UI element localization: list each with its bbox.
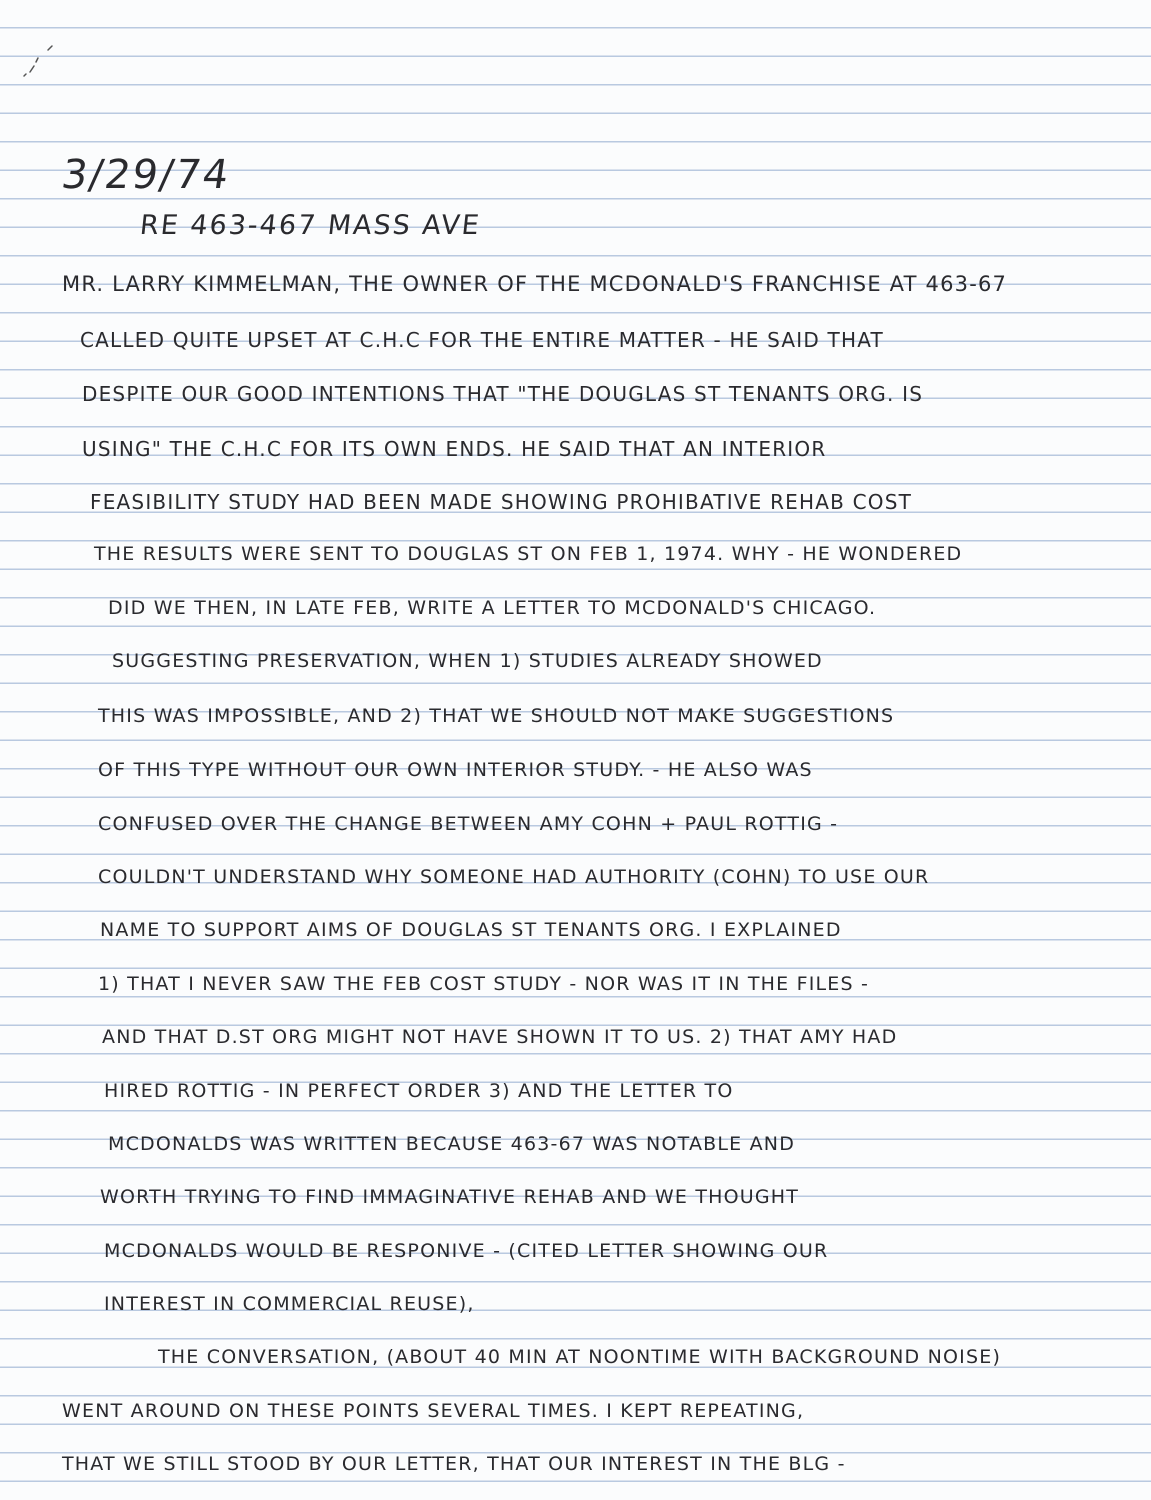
- text-line-10: OF THIS TYPE WITHOUT OUR OWN INTERIOR STUDY. - HE ALSO WAS: [98, 759, 813, 781]
- text-line-18: WORTH TRYING TO FIND IMMAGINATIVE REHAB AND WE THOUGHT: [100, 1186, 800, 1208]
- text-line-11: CONFUSED OVER THE CHANGE BETWEEN AMY COHN + PAUL ROTTIG -: [98, 813, 839, 835]
- subject-line: RE 463-467 MASS AVE: [138, 210, 483, 241]
- text-line-16: HIRED ROTTIG - IN PERFECT ORDER 3) AND THE LETTER TO: [104, 1080, 734, 1102]
- text-line-21: THE CONVERSATION, (ABOUT 40 MIN AT NOONTIME WITH BACKGROUND NOISE): [158, 1346, 1002, 1368]
- text-line-20: INTEREST IN COMMERCIAL REUSE),: [104, 1293, 475, 1315]
- text-line-19: MCDONALDS WOULD BE RESPONIVE - (CITED LETTER SHOWING OUR: [104, 1240, 829, 1262]
- text-line-13: NAME TO SUPPORT AIMS OF DOUGLAS ST TENANTS ORG. I EXPLAINED: [100, 919, 842, 941]
- document-date: 3/29/74: [58, 152, 234, 198]
- text-line-7: DID WE THEN, IN LATE FEB, WRITE A LETTER TO MCDONALD'S CHICAGO.: [108, 597, 877, 619]
- text-line-9: THIS WAS IMPOSSIBLE, AND 2) THAT WE SHOULD NOT MAKE SUGGESTIONS: [98, 705, 895, 727]
- text-line-1: MR. LARRY KIMMELMAN, THE OWNER OF THE MCDONALD'S FRANCHISE AT 463-67: [62, 272, 1008, 296]
- text-line-22: WENT AROUND ON THESE POINTS SEVERAL TIMES. I KEPT REPEATING,: [62, 1400, 805, 1422]
- text-line-6: THE RESULTS WERE SENT TO DOUGLAS ST ON FEB 1, 1974. WHY - HE WONDERED: [94, 543, 963, 565]
- text-line-17: MCDONALDS WAS WRITTEN BECAUSE 463-67 WAS NOTABLE AND: [108, 1133, 796, 1155]
- text-line-14: 1) THAT I NEVER SAW THE FEB COST STUDY - NOR WAS IT IN THE FILES -: [98, 973, 870, 995]
- text-line-23: THAT WE STILL STOOD BY OUR LETTER, THAT OUR INTEREST IN THE BLG -: [62, 1453, 846, 1475]
- pencil-mark: [22, 40, 62, 80]
- text-line-4: USING" THE C.H.C FOR ITS OWN ENDS. HE SAID THAT AN INTERIOR: [82, 437, 827, 461]
- text-line-2: CALLED QUITE UPSET AT C.H.C FOR THE ENTIRE MATTER - HE SAID THAT: [80, 328, 884, 352]
- text-line-5: FEASIBILITY STUDY HAD BEEN MADE SHOWING PROHIBATIVE REHAB COST: [90, 490, 913, 514]
- text-line-15: AND THAT D.ST ORG MIGHT NOT HAVE SHOWN IT TO US. 2) THAT AMY HAD: [102, 1026, 898, 1048]
- text-line-3: DESPITE OUR GOOD INTENTIONS THAT "THE DOUGLAS ST TENANTS ORG. IS: [82, 382, 924, 406]
- text-line-8: SUGGESTING PRESERVATION, WHEN 1) STUDIES ALREADY SHOWED: [112, 650, 823, 672]
- text-line-12: COULDN'T UNDERSTAND WHY SOMEONE HAD AUTHORITY (COHN) TO USE OUR: [98, 866, 930, 888]
